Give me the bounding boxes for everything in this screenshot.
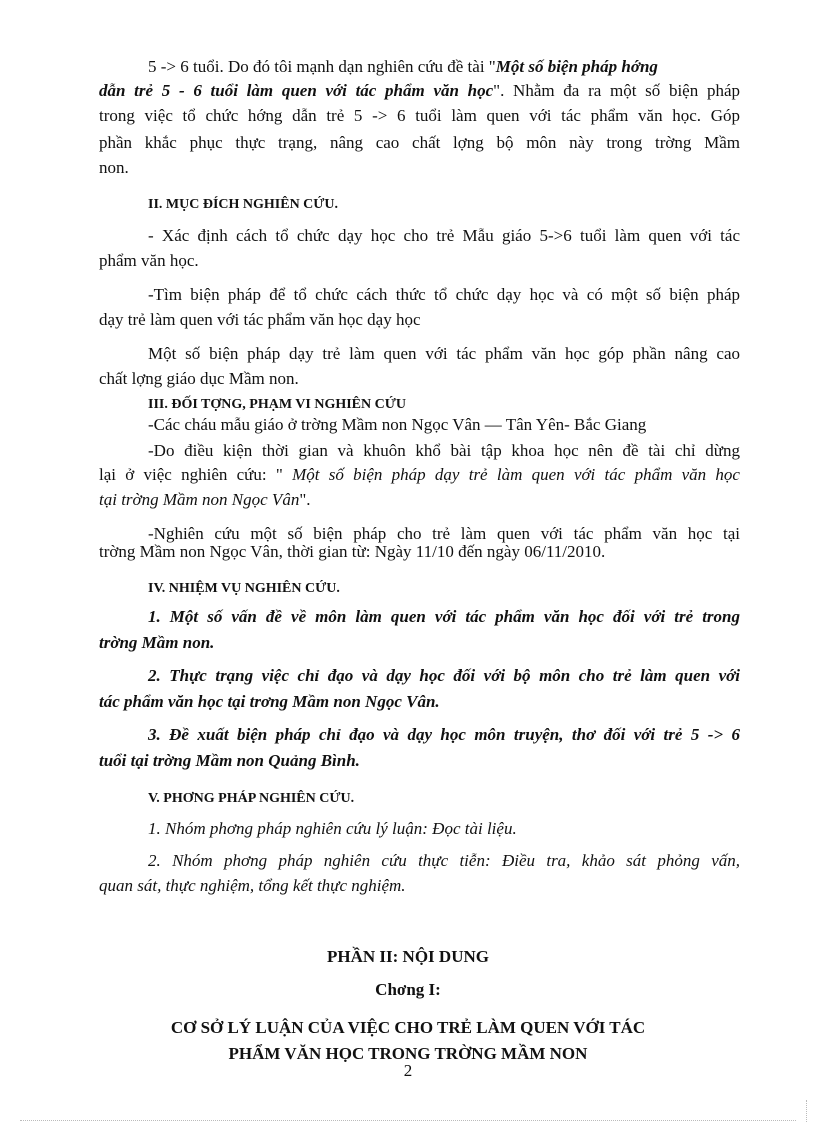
topic-title-run: Một số biện pháp hớng [495, 57, 658, 76]
paragraph-line: - Xác định cách tổ chức dạy học cho trẻ Mẫu giáo 5->6 tuổi làm quen với tác [148, 226, 740, 245]
paragraph-line: trong việc tổ chức hớng dẫn trẻ 5 -> 6 tuổi làm quen với tác phẩm văn học. Góp [99, 106, 740, 125]
paragraph-line: -Do điều kiện thời gian và khuôn khổ bài tập khoa học nên đề tài chỉ dừng [148, 441, 740, 460]
paragraph-line: non. [99, 158, 129, 177]
task-item-line: tác phẩm văn học tại trơng Mầm non Ngọc Vân. [99, 692, 440, 711]
task-item-line: 3. Đề xuất biện pháp chỉ đạo và dạy học môn truyện, thơ đối với trẻ 5 -> 6 [148, 725, 740, 744]
page-bottom-border [20, 1120, 796, 1121]
paragraph-line: -Nghiên cứu một số biện pháp cho trẻ làm quen với tác phẩm văn học tại [148, 524, 740, 543]
paragraph-line [148, 56, 658, 78]
method-item-line: 1. Nhóm phơng pháp nghiên cứu lý luận: Đọc tài liệu. [148, 819, 517, 838]
paragraph-line: chất lợng giáo dục Mầm non. [99, 369, 299, 388]
topic-title-run: dẫn trẻ 5 - 6 tuổi làm quen với tác phẩm văn học [99, 81, 494, 100]
method-item-line: quan sát, thực nghiệm, tổng kết thực nghiệm. [99, 876, 406, 895]
text-run: 5 -> 6 tuổi. Do đó tôi mạnh dạn nghiên cứu đề tài " [148, 57, 496, 76]
section-heading: II. MỤC ĐÍCH NGHIÊN CỨU. [148, 197, 339, 212]
text-run: lại ở việc nghiên cứu: " [99, 465, 283, 484]
paragraph-line: -Các cháu mẫu giáo ở trờng Mầm non Ngọc Vân — Tân Yên- Bắc Giang [148, 415, 647, 434]
paragraph-line: Một số biện pháp dạy trẻ làm quen với tác phẩm văn học góp phần nâng cao [148, 344, 740, 363]
paragraph-line: -Tìm biện pháp để tổ chức cách thức tổ chức dạy học và có một số biện pháp [148, 285, 740, 304]
method-item-line: 2. Nhóm phơng pháp nghiên cứu thực tiễn: Điều tra, khảo sát phỏng vấn, [148, 851, 740, 870]
task-item-line: 1. Một số vấn đề về môn làm quen với tác phẩm văn học đối với trẻ trong [148, 607, 740, 626]
topic-title-run: Một số biện pháp dạy trẻ làm quen với tác phẩm văn học [282, 465, 740, 484]
paragraph-line: trờng Mầm non Ngọc Vân, thời gian từ: Ngày 11/10 đến ngày 06/11/2010. [99, 542, 606, 561]
paragraph-line [99, 489, 311, 511]
part-heading: PHẦN II: NỘI DUNG [327, 947, 489, 966]
paragraph-line: phẩm văn học. [99, 251, 199, 270]
paragraph-line [99, 80, 740, 102]
section-heading: IV. NHIỆM VỤ NGHIÊN CỨU. [148, 581, 340, 596]
text-run: ". [299, 490, 311, 509]
topic-title-run: tại trờng Mầm non Ngọc Vân [99, 490, 300, 509]
chapter-heading: Chơng I: [375, 980, 441, 999]
text-run: ". Nhằm đa ra một số biện pháp [493, 81, 740, 100]
page-number: 2 [403, 1061, 413, 1080]
task-item-line: trờng Mầm non. [99, 633, 215, 652]
chapter-title-line: PHẨM VĂN HỌC TRONG TRỜNG MẦM NON [228, 1044, 588, 1063]
paragraph-line [99, 464, 740, 486]
page-corner-mark [806, 1100, 813, 1122]
paragraph-line: phần khắc phục thực trạng, nâng cao chất lợng bộ môn này trong trờng Mầm [99, 133, 740, 152]
section-heading: III. ĐỐI TỢNG, PHẠM VI NGHIÊN CỨU [148, 397, 406, 412]
task-item-line: tuổi tại trờng Mầm non Quảng Bình. [99, 751, 360, 770]
task-item-line: 2. Thực trạng việc chỉ đạo và dạy học đối với bộ môn cho trẻ làm quen với [148, 666, 740, 685]
paragraph-line: dạy trẻ làm quen với tác phẩm văn học dạy học [99, 310, 421, 329]
chapter-title-line: CƠ SỞ LÝ LUẬN CỦA VIỆC CHO TRẺ LÀM QUEN VỚI TÁC [170, 1018, 646, 1037]
section-heading: V. PHƠNG PHÁP NGHIÊN CỨU. [148, 791, 355, 806]
